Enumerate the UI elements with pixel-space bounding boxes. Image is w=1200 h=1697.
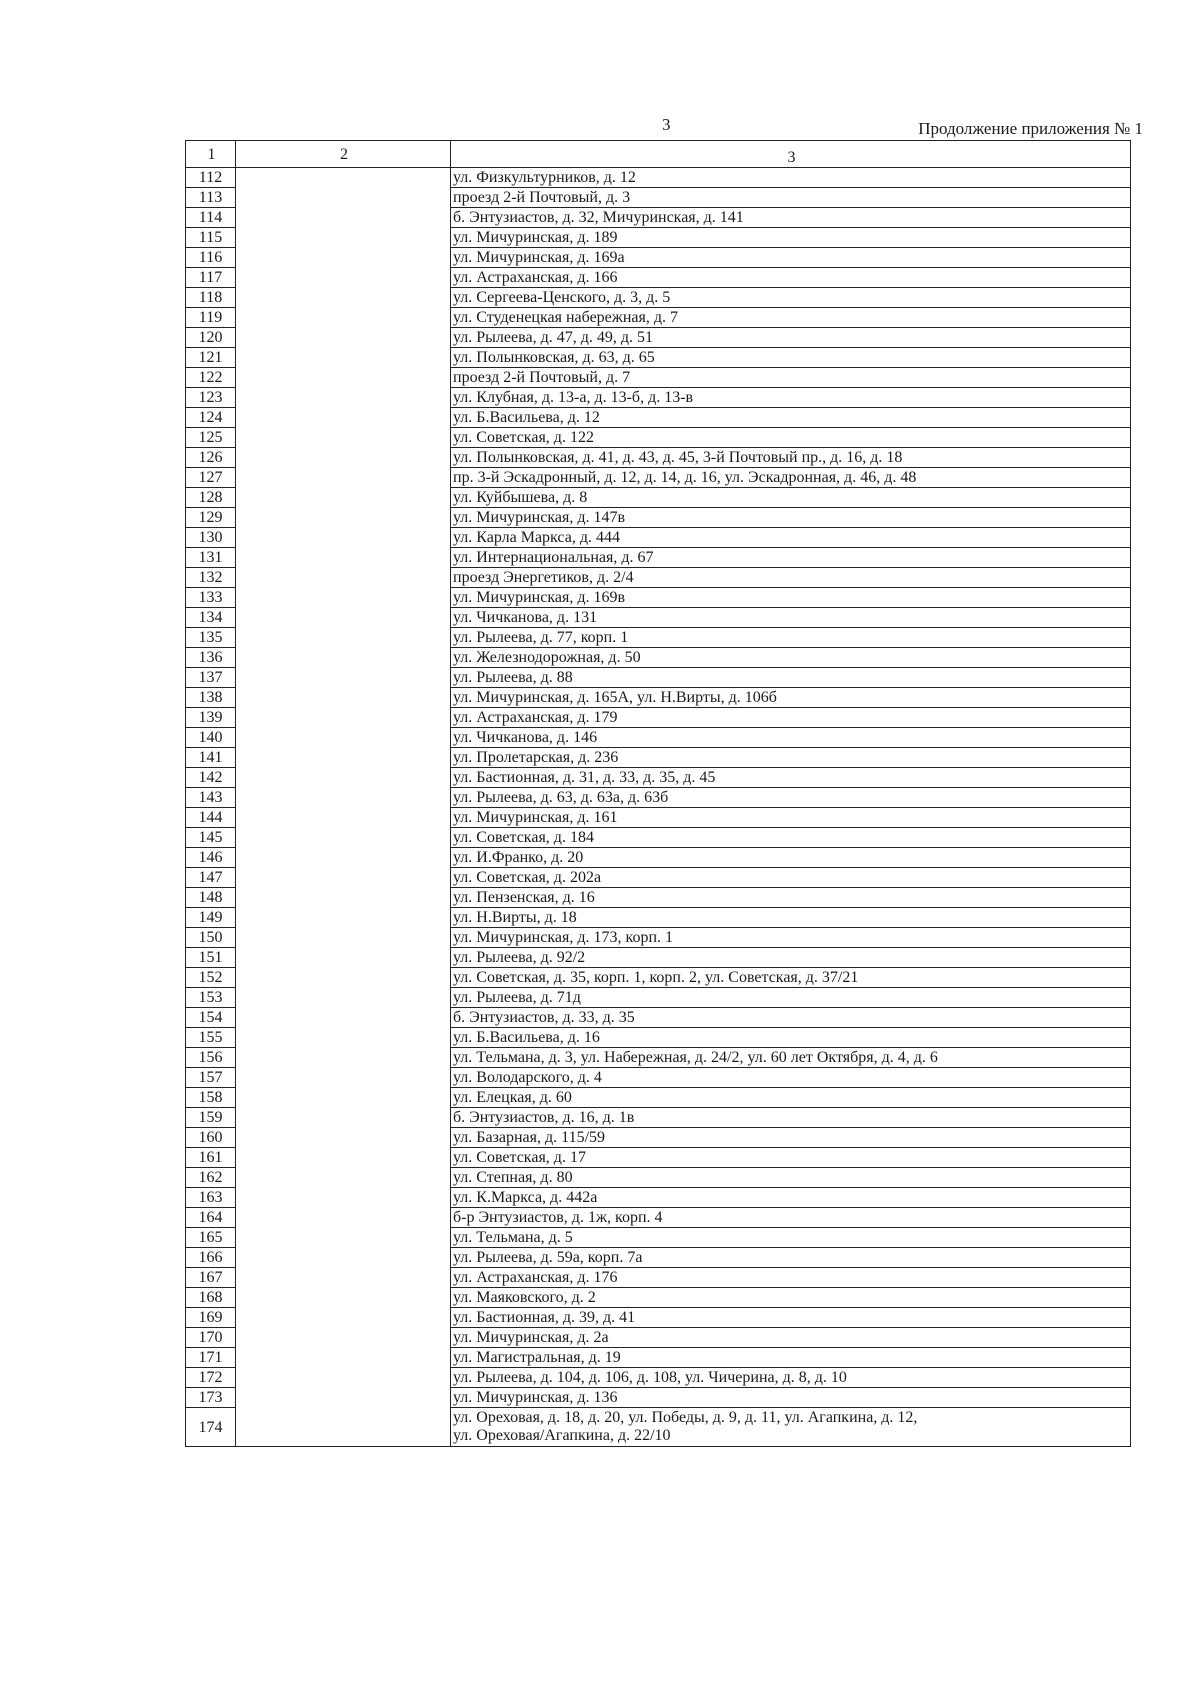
table-row — [186, 388, 1131, 408]
row-address: б. Энтузиастов, д. 32, Мичуринская, д. 141 — [451, 208, 1131, 228]
row-column-2-empty — [236, 208, 451, 228]
row-address: ул. Карла Маркса, д. 444 — [451, 528, 1131, 548]
row-number: 142 — [186, 768, 236, 788]
row-number: 153 — [186, 988, 236, 1008]
row-number: 120 — [186, 328, 236, 348]
row-number: 121 — [186, 348, 236, 368]
table-row — [186, 208, 1131, 228]
row-column-2-empty — [236, 1048, 451, 1068]
row-number: 143 — [186, 788, 236, 808]
row-column-2-empty — [236, 1388, 451, 1408]
row-number: 123 — [186, 388, 236, 408]
table-row — [186, 408, 1131, 428]
table-row — [186, 748, 1131, 768]
row-number: 140 — [186, 728, 236, 748]
row-address: ул. Елецкая, д. 60 — [451, 1088, 1131, 1108]
table-row — [186, 928, 1131, 948]
row-address-line-2: ул. Ореховая/Агапкина, д. 22/10 — [453, 1427, 671, 1444]
row-number: 165 — [186, 1228, 236, 1248]
table-row — [186, 1348, 1131, 1368]
row-column-2-empty — [236, 1068, 451, 1088]
row-column-2-empty — [236, 888, 451, 908]
row-address: ул. Полынковская, д. 41, д. 43, д. 45, 3-й Почтовый пр., д. 16, д. 18 — [451, 448, 1131, 468]
row-address-line-1: ул. Ореховая, д. 18, д. 20, ул. Победы, д. 9, д. 11, ул. Агапкина, д. 12, — [453, 1409, 918, 1426]
table-row — [186, 828, 1131, 848]
table-row — [186, 948, 1131, 968]
row-column-2-empty — [236, 1248, 451, 1268]
row-address: ул. Астраханская, д. 179 — [451, 708, 1131, 728]
row-column-2-empty — [236, 248, 451, 268]
row-address — [451, 1408, 1131, 1447]
row-number: 139 — [186, 708, 236, 728]
row-address: ул. Интернациональная, д. 67 — [451, 548, 1131, 568]
row-column-2-empty — [236, 808, 451, 828]
table-row — [186, 908, 1131, 928]
table-row — [186, 1008, 1131, 1028]
row-number: 147 — [186, 868, 236, 888]
row-column-2-empty — [236, 1028, 451, 1048]
row-column-2-empty — [236, 388, 451, 408]
table-row — [186, 1028, 1131, 1048]
row-address: ул. Куйбышева, д. 8 — [451, 488, 1131, 508]
table-row — [186, 448, 1131, 468]
row-column-2-empty — [236, 588, 451, 608]
row-address: ул. Рылеева, д. 63, д. 63а, д. 63б — [451, 788, 1131, 808]
row-number: 127 — [186, 468, 236, 488]
row-number: 131 — [186, 548, 236, 568]
table-row — [186, 248, 1131, 268]
row-number: 137 — [186, 668, 236, 688]
row-address: ул. Железнодорожная, д. 50 — [451, 648, 1131, 668]
row-column-2-empty — [236, 308, 451, 328]
row-address: б. Энтузиастов, д. 33, д. 35 — [451, 1008, 1131, 1028]
row-number: 112 — [186, 168, 236, 188]
row-number: 149 — [186, 908, 236, 928]
row-column-2-empty — [236, 268, 451, 288]
row-number: 167 — [186, 1268, 236, 1288]
row-number: 141 — [186, 748, 236, 768]
row-column-2-empty — [236, 368, 451, 388]
row-address: ул. Б.Васильева, д. 16 — [451, 1028, 1131, 1048]
row-number: 125 — [186, 428, 236, 448]
row-address: ул. Рылеева, д. 104, д. 106, д. 108, ул. Чичерина, д. 8, д. 10 — [451, 1368, 1131, 1388]
row-number: 157 — [186, 1068, 236, 1088]
row-number: 114 — [186, 208, 236, 228]
row-number: 135 — [186, 628, 236, 648]
row-address: ул. Полынковская, д. 63, д. 65 — [451, 348, 1131, 368]
table-row — [186, 1288, 1131, 1308]
row-column-2-empty — [236, 848, 451, 868]
row-number: 163 — [186, 1188, 236, 1208]
row-address: ул. Рылеева, д. 59а, корп. 7а — [451, 1248, 1131, 1268]
row-address: б. Энтузиастов, д. 16, д. 1в — [451, 1108, 1131, 1128]
row-column-2-empty — [236, 628, 451, 648]
row-address: ул. Мичуринская, д. 173, корп. 1 — [451, 928, 1131, 948]
row-address: проезд Энергетиков, д. 2/4 — [451, 568, 1131, 588]
row-number: 169 — [186, 1308, 236, 1328]
row-address: ул. Физкультурников, д. 12 — [451, 168, 1131, 188]
row-column-2-empty — [236, 1088, 451, 1108]
row-column-2-empty — [236, 788, 451, 808]
row-number: 136 — [186, 648, 236, 668]
row-address: ул. Магистральная, д. 19 — [451, 1348, 1131, 1368]
row-column-2-empty — [236, 828, 451, 848]
row-column-2-empty — [236, 328, 451, 348]
table-body — [186, 168, 1131, 1447]
row-column-2-empty — [236, 1228, 451, 1248]
row-number: 129 — [186, 508, 236, 528]
table-row — [186, 568, 1131, 588]
row-number: 124 — [186, 408, 236, 428]
row-column-2-empty — [236, 1168, 451, 1188]
row-number: 161 — [186, 1148, 236, 1168]
row-address: ул. Рылеева, д. 71д — [451, 988, 1131, 1008]
row-number: 126 — [186, 448, 236, 468]
table-row — [186, 528, 1131, 548]
row-column-2-empty — [236, 1288, 451, 1308]
table-row — [186, 788, 1131, 808]
row-column-2-empty — [236, 528, 451, 548]
row-column-2-empty — [236, 868, 451, 888]
row-number: 118 — [186, 288, 236, 308]
table-row — [186, 308, 1131, 328]
row-number: 134 — [186, 608, 236, 628]
row-column-2-empty — [236, 348, 451, 368]
row-number: 168 — [186, 1288, 236, 1308]
row-column-2-empty — [236, 1348, 451, 1368]
row-number: 158 — [186, 1088, 236, 1108]
row-address: ул. Астраханская, д. 166 — [451, 268, 1131, 288]
table-row — [186, 768, 1131, 788]
row-number: 132 — [186, 568, 236, 588]
row-number: 144 — [186, 808, 236, 828]
row-number: 173 — [186, 1388, 236, 1408]
row-column-2-empty — [236, 168, 451, 188]
row-number: 148 — [186, 888, 236, 908]
table-row — [186, 1388, 1131, 1408]
row-column-2-empty — [236, 768, 451, 788]
row-number: 151 — [186, 948, 236, 968]
row-address: ул. Степная, д. 80 — [451, 1168, 1131, 1188]
table-row — [186, 888, 1131, 908]
row-number: 115 — [186, 228, 236, 248]
table-row — [186, 188, 1131, 208]
row-address: ул. И.Франко, д. 20 — [451, 848, 1131, 868]
table-row — [186, 468, 1131, 488]
row-number: 113 — [186, 188, 236, 208]
row-address: ул. Советская, д. 35, корп. 1, корп. 2, ул. Советская, д. 37/21 — [451, 968, 1131, 988]
row-number: 172 — [186, 1368, 236, 1388]
row-address: ул. Клубная, д. 13-а, д. 13-б, д. 13-в — [451, 388, 1131, 408]
table-row — [186, 1168, 1131, 1188]
row-column-2-empty — [236, 728, 451, 748]
row-column-2-empty — [236, 1188, 451, 1208]
table-row — [186, 168, 1131, 188]
row-column-2-empty — [236, 428, 451, 448]
row-number: 174 — [186, 1408, 236, 1447]
row-column-2-empty — [236, 228, 451, 248]
row-column-2-empty — [236, 648, 451, 668]
table-row — [186, 368, 1131, 388]
row-number: 119 — [186, 308, 236, 328]
row-address: ул. Рылеева, д. 77, корп. 1 — [451, 628, 1131, 648]
row-address: ул. Рылеева, д. 92/2 — [451, 948, 1131, 968]
row-number: 164 — [186, 1208, 236, 1228]
row-number: 146 — [186, 848, 236, 868]
column-header-2: 2 — [236, 141, 451, 168]
row-number: 162 — [186, 1168, 236, 1188]
row-column-2-empty — [236, 1008, 451, 1028]
row-address: ул. Советская, д. 202а — [451, 868, 1131, 888]
row-column-2-empty — [236, 408, 451, 428]
row-column-2-empty — [236, 1108, 451, 1128]
table-row — [186, 1188, 1131, 1208]
row-address: ул. Маяковского, д. 2 — [451, 1288, 1131, 1308]
row-address: пр. 3-й Эскадронный, д. 12, д. 14, д. 16, ул. Эскадронная, д. 46, д. 48 — [451, 468, 1131, 488]
row-number: 171 — [186, 1348, 236, 1368]
row-number: 150 — [186, 928, 236, 948]
row-address: ул. Рылеева, д. 47, д. 49, д. 51 — [451, 328, 1131, 348]
row-address: ул. Мичуринская, д. 147в — [451, 508, 1131, 528]
row-column-2-empty — [236, 488, 451, 508]
row-address: ул. Б.Васильева, д. 12 — [451, 408, 1131, 428]
row-column-2-empty — [236, 708, 451, 728]
table-row — [186, 868, 1131, 888]
row-address: ул. К.Маркса, д. 442а — [451, 1188, 1131, 1208]
row-number: 166 — [186, 1248, 236, 1268]
table-row — [186, 428, 1131, 448]
table-row — [186, 1128, 1131, 1148]
row-address: ул. Чичканова, д. 146 — [451, 728, 1131, 748]
row-column-2-empty — [236, 1128, 451, 1148]
table-row — [186, 708, 1131, 728]
row-address: ул. Мичуринская, д. 169в — [451, 588, 1131, 608]
row-column-2-empty — [236, 1268, 451, 1288]
row-column-2-empty — [236, 1368, 451, 1388]
table-row — [186, 848, 1131, 868]
row-address: ул. Мичуринская, д. 2а — [451, 1328, 1131, 1348]
table-row — [186, 728, 1131, 748]
row-number: 116 — [186, 248, 236, 268]
row-column-2-empty — [236, 948, 451, 968]
row-column-2-empty — [236, 288, 451, 308]
row-column-2-empty — [236, 928, 451, 948]
row-address: ул. Бастионная, д. 31, д. 33, д. 35, д. 45 — [451, 768, 1131, 788]
row-address: ул. Чичканова, д. 131 — [451, 608, 1131, 628]
row-address: ул. Советская, д. 17 — [451, 1148, 1131, 1168]
row-number: 133 — [186, 588, 236, 608]
row-address: ул. Бастионная, д. 39, д. 41 — [451, 1308, 1131, 1328]
table-row — [186, 648, 1131, 668]
row-column-2-empty — [236, 508, 451, 528]
row-number: 159 — [186, 1108, 236, 1128]
row-column-2-empty — [236, 748, 451, 768]
table-row — [186, 1208, 1131, 1228]
address-table — [185, 140, 1131, 1447]
table-row — [186, 1308, 1131, 1328]
table-row — [186, 1048, 1131, 1068]
row-address: ул. Пролетарская, д. 236 — [451, 748, 1131, 768]
row-address: проезд 2-й Почтовый, д. 7 — [451, 368, 1131, 388]
row-address: ул. Мичуринская, д. 136 — [451, 1388, 1131, 1408]
table-row — [186, 988, 1131, 1008]
appendix-continuation-label: Продолжение приложения № 1 — [918, 119, 1143, 138]
table-row — [186, 588, 1131, 608]
row-number: 155 — [186, 1028, 236, 1048]
row-number: 130 — [186, 528, 236, 548]
row-number: 160 — [186, 1128, 236, 1148]
table-row — [186, 268, 1131, 288]
row-address: ул. Тельмана, д. 3, ул. Набережная, д. 24/2, ул. 60 лет Октября, д. 4, д. 6 — [451, 1048, 1131, 1068]
table-row — [186, 1088, 1131, 1108]
row-column-2-empty — [236, 668, 451, 688]
row-address: ул. Советская, д. 122 — [451, 428, 1131, 448]
row-address: ул. Сергеева-Ценского, д. 3, д. 5 — [451, 288, 1131, 308]
row-address: ул. Мичуринская, д. 169а — [451, 248, 1131, 268]
table-row — [186, 1108, 1131, 1128]
row-address: ул. Володарского, д. 4 — [451, 1068, 1131, 1088]
row-address: ул. Н.Вирты, д. 18 — [451, 908, 1131, 928]
row-address: ул. Тельмана, д. 5 — [451, 1228, 1131, 1248]
row-number: 154 — [186, 1008, 236, 1028]
row-column-2-empty — [236, 548, 451, 568]
row-address: ул. Пензенская, д. 16 — [451, 888, 1131, 908]
table-row — [186, 1228, 1131, 1248]
row-column-2-empty — [236, 468, 451, 488]
table-row — [186, 1328, 1131, 1348]
row-column-2-empty — [236, 1148, 451, 1168]
row-column-2-empty — [236, 988, 451, 1008]
address-table-container — [185, 140, 1130, 1447]
table-row — [186, 1268, 1131, 1288]
row-number: 122 — [186, 368, 236, 388]
table-row — [186, 328, 1131, 348]
row-number: 170 — [186, 1328, 236, 1348]
row-column-2-empty — [236, 1308, 451, 1328]
row-column-2-empty — [236, 608, 451, 628]
row-number: 128 — [186, 488, 236, 508]
table-row — [186, 628, 1131, 648]
row-column-2-empty — [236, 908, 451, 928]
row-address: ул. Рылеева, д. 88 — [451, 668, 1131, 688]
table-row — [186, 608, 1131, 628]
row-number: 152 — [186, 968, 236, 988]
row-address: ул. Студенецкая набережная, д. 7 — [451, 308, 1131, 328]
row-address: ул. Мичуринская, д. 161 — [451, 808, 1131, 828]
row-column-2-empty — [236, 448, 451, 468]
row-address: проезд 2-й Почтовый, д. 3 — [451, 188, 1131, 208]
row-address: ул. Советская, д. 184 — [451, 828, 1131, 848]
table-row — [186, 688, 1131, 708]
row-number: 145 — [186, 828, 236, 848]
table-row — [186, 488, 1131, 508]
row-column-2-empty — [236, 1408, 451, 1447]
row-column-2-empty — [236, 1208, 451, 1228]
row-column-2-empty — [236, 1328, 451, 1348]
table-row — [186, 968, 1131, 988]
row-column-2-empty — [236, 188, 451, 208]
row-number: 117 — [186, 268, 236, 288]
row-column-2-empty — [236, 968, 451, 988]
column-header-3: 3 — [451, 141, 1131, 168]
column-header-1: 1 — [186, 141, 236, 168]
table-row — [186, 1068, 1131, 1088]
table-row — [186, 508, 1131, 528]
table-row — [186, 348, 1131, 368]
table-row — [186, 548, 1131, 568]
table-row — [186, 288, 1131, 308]
table-row — [186, 228, 1131, 248]
row-address: ул. Мичуринская, д. 165А, ул. Н.Вирты, д. 106б — [451, 688, 1131, 708]
table-row — [186, 1148, 1131, 1168]
row-number: 138 — [186, 688, 236, 708]
table-row — [186, 1248, 1131, 1268]
row-address: ул. Мичуринская, д. 189 — [451, 228, 1131, 248]
row-column-2-empty — [236, 568, 451, 588]
row-number: 156 — [186, 1048, 236, 1068]
table-row — [186, 668, 1131, 688]
row-address: б-р Энтузиастов, д. 1ж, корп. 4 — [451, 1208, 1131, 1228]
table-row — [186, 808, 1131, 828]
table-row — [186, 1408, 1131, 1447]
page-number: 3 — [662, 115, 671, 134]
row-column-2-empty — [236, 688, 451, 708]
table-header-row — [186, 141, 1131, 168]
row-address: ул. Астраханская, д. 176 — [451, 1268, 1131, 1288]
row-address: ул. Базарная, д. 115/59 — [451, 1128, 1131, 1148]
table-row — [186, 1368, 1131, 1388]
